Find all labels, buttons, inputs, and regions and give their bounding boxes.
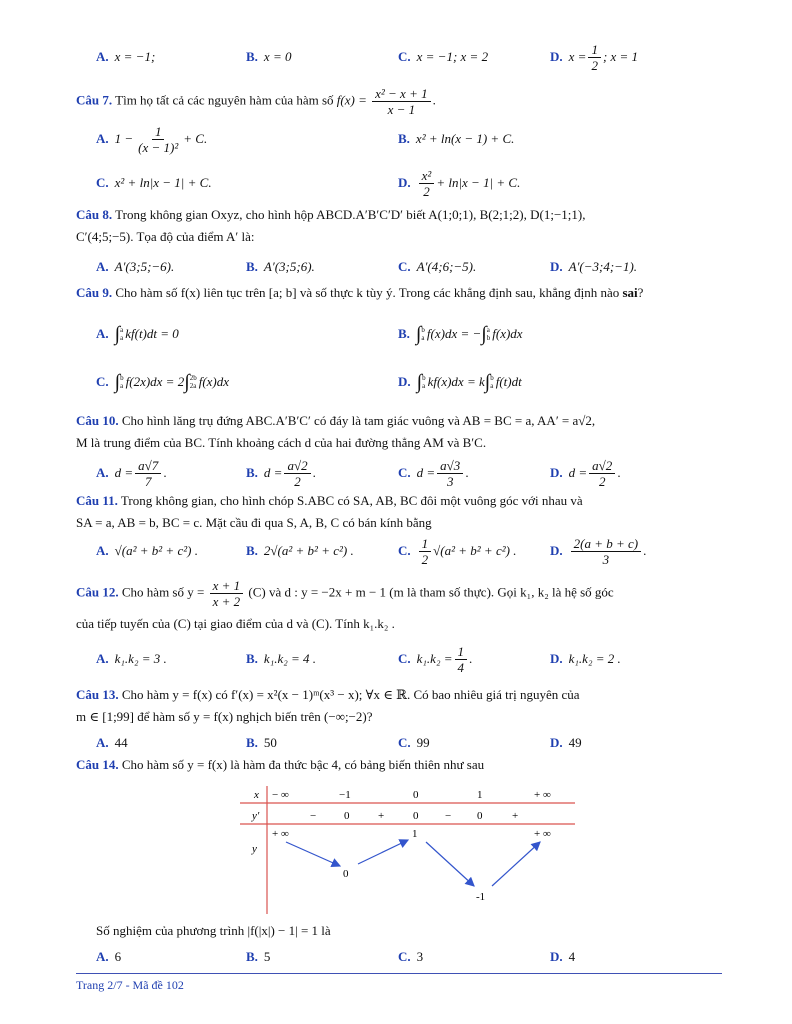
q6-option-c[interactable]: C. x = −1; x = 2 [398,49,489,64]
q8-option-d[interactable]: D. A′(−3;4;−1). [550,259,638,274]
sign: 0 [413,810,419,822]
q7-question: Câu 7. Tìm họ tất cả các nguyên hàm của hàm số f(x) = $\frac{\text{x² − x + 1}}{x - 1}$ . [76,86,436,117]
arrow-down-1 [286,842,340,866]
sign: − [310,810,317,822]
q8-option-b[interactable]: B. A′(3;5;6). [246,259,315,274]
q8-question: Câu 8. Trong không gian Oxyz, cho hình hộp ABCD.A′B′C′D′ biết A(1;0;1), B(2;1;2), D(1;−1;1), C′(4;5;−5). Tọa độ của điểm A′ là: [76,207,586,244]
q14-options [96,946,736,968]
q9-question: Câu 9. Cho hàm số f(x) liên tục trên [a; b] và số thực k tùy ý. Trong các khẳng định sau, khẳng định nào sai? [76,285,644,300]
q12-option-c[interactable]: C. k₁.k₂ = $\frac{1}{4}$ . [398,643,473,675]
x-value: − ∞ [272,789,289,801]
q6-option-b[interactable]: B. x = 0 [246,49,292,64]
q9-option-b[interactable]: B. ∫ b a f(x)dx = − ∫ a b f(x)dx [398,322,523,345]
q8-options [96,252,736,282]
q10-option-c[interactable]: C. d = $\frac{a√3}{3}$ . [398,457,469,489]
arrow-down-2 [426,842,474,886]
integral-icon: ∫ [484,370,491,393]
q12-option-a[interactable]: A. k₁.k₂ = 3 . [96,651,167,666]
q14-question: Câu 14. Cho hàm số y = f(x) là hàm đa thức bậc 4, có bảng biến thiên như sau [76,757,485,772]
q9-option-d[interactable]: D. ∫ b a kf(x)dx = k ∫ b a f(t)dt [398,370,522,393]
q7-option-a[interactable]: A. 1 − $\frac{1}{\text{(x − 1)²}}$ + C. [96,123,208,155]
row-label-x: x [254,789,259,801]
q9-option-a[interactable]: A. ∫ a a kf(t)dt = 0 [96,322,179,345]
arrow-up-1 [358,840,408,864]
x-value: 1 [477,789,483,801]
q10-options [96,456,736,490]
q12-options [96,644,736,674]
q7-options-row2 [96,168,736,198]
q14-option-a[interactable]: A. 6 [96,949,122,964]
x-value: −1 [339,789,351,801]
q9-options-row2 [96,364,736,400]
y-value: + ∞ [272,828,289,840]
q10-question: Câu 10. Cho hình lăng trụ đứng ABC.A′B′C′ có đáy là tam giác vuông và AB = BC = a, AA′ = a√2, M là trung điểm của BC. Tính khoảng cách d của hai đường thẳng AM và B′C. [76,413,596,450]
q10-option-d[interactable]: D. d = $\frac{a√2}{2}$ . [550,457,621,489]
q12-option-d[interactable]: D. k₁.k₂ = 2 . [550,651,621,666]
q11-question: Câu 11. Trong không gian, cho hình chóp S.ABC có SA, AB, BC đôi một vuông góc với nhau và SA = a, AB = b, BC = c. Mặt cầu đi qua S, A, B, C có bán kính bằng [76,493,583,530]
q7-option-d[interactable]: D. $\frac{\text{x²}}{2}$ + ln|x − 1| + C. [398,167,521,199]
page-footer: Trang 2/7 - Mã đề 102 [76,978,184,992]
q6-option-d[interactable]: D. x = $\frac{1}{2}$ ; x = 1 [550,41,639,73]
q13-option-a[interactable]: A. 44 [96,735,128,750]
q10-option-b[interactable]: B. d = $\frac{a√2}{2}$ . [246,457,316,489]
integral-icon: ∫ [114,322,121,345]
integral-icon: ∫ [416,370,423,393]
q12-question: Câu 12. Cho hàm số y = $\frac{x + 1}{x + 2}$ (C) và d : y = −2x + m − 1 (m là tham số thực). Gọi k₁, k₂ là hệ số góc của tiếp tuyến của (C) tại giao điểm của d và (C). Tính k₁.k₂ . [76,578,614,631]
y-value: 1 [412,828,418,840]
sign: + [378,810,385,822]
sign: 0 [477,810,483,822]
q14-option-d[interactable]: D. 4 [550,949,576,964]
q11-options [96,534,736,568]
sign: + [512,810,519,822]
q7-option-c[interactable]: C. x² + ln|x − 1| + C. [96,175,212,190]
q12-option-b[interactable]: B. k₁.k₂ = 4 . [246,651,317,666]
q11-option-d[interactable]: D. $\frac{2(a + b + c)}{3}$ . [550,535,647,567]
q14-option-b[interactable]: B. 5 [246,949,271,964]
q8-option-c[interactable]: C. A′(4;6;−5). [398,259,477,274]
sign: 0 [344,810,350,822]
row-label-yp: y′ [252,810,260,822]
q7-options-row1 [96,124,736,154]
q11-option-b[interactable]: B. 2√(a² + b² + c²) . [246,543,354,558]
x-value: + ∞ [534,789,551,801]
y-value: + ∞ [534,828,551,840]
integral-icon: ∫ [415,322,422,345]
q9-options-row1 [96,316,736,352]
q13-option-b[interactable]: B. 50 [246,735,277,750]
q9-option-c[interactable]: C. ∫ b a f(2x)dx = 2 ∫ 2b 2a f(x)dx [96,370,230,393]
q11-option-c[interactable]: C. $\frac{1}{2}$ √(a² + b² + c²) . [398,535,517,567]
q7-option-b[interactable]: B. x² + ln(x − 1) + C. [398,131,515,146]
q6-option-a[interactable]: A. x = −1; [96,49,156,64]
q11-option-a[interactable]: A. √(a² + b² + c²) . [96,543,198,558]
x-value: 0 [413,789,419,801]
q14-ask: Số nghiệm của phương trình |f(|x|) − 1| = 1 là [96,923,331,938]
q13-option-c[interactable]: C. 99 [398,735,430,750]
variation-table [240,782,575,914]
q14-option-c[interactable]: C. 3 [398,949,424,964]
q6-options [96,42,736,72]
integral-icon: ∫ [184,370,190,393]
q7-fraction: $\frac{\text{x² − x + 1}}{x - 1}$ [372,86,430,117]
y-value: 0 [343,868,349,880]
integral-icon: ∫ [114,370,121,393]
q13-option-d[interactable]: D. 49 [550,735,582,750]
y-value: -1 [476,891,486,903]
integral-icon: ∫ [481,322,487,345]
sign: − [445,810,452,822]
q13-question: Câu 13. Cho hàm y = f(x) có f′(x) = x²(x − 1)ᵐ(x³ − x); ∀x ∈ ℝ. Có bao nhiêu giá trị nguyên của m ∈ [1;99] để hàm số y = f(x) nghịch biến trên (−∞;−2)? [76,687,580,724]
footer-divider [76,973,722,974]
q13-options [96,732,736,754]
q8-option-a[interactable]: A. A′(3;5;−6). [96,259,175,274]
arrow-up-2 [492,842,540,886]
row-label-y: y [252,843,257,855]
q10-option-a[interactable]: A. d = $\frac{a√7}{7}$ . [96,457,167,489]
